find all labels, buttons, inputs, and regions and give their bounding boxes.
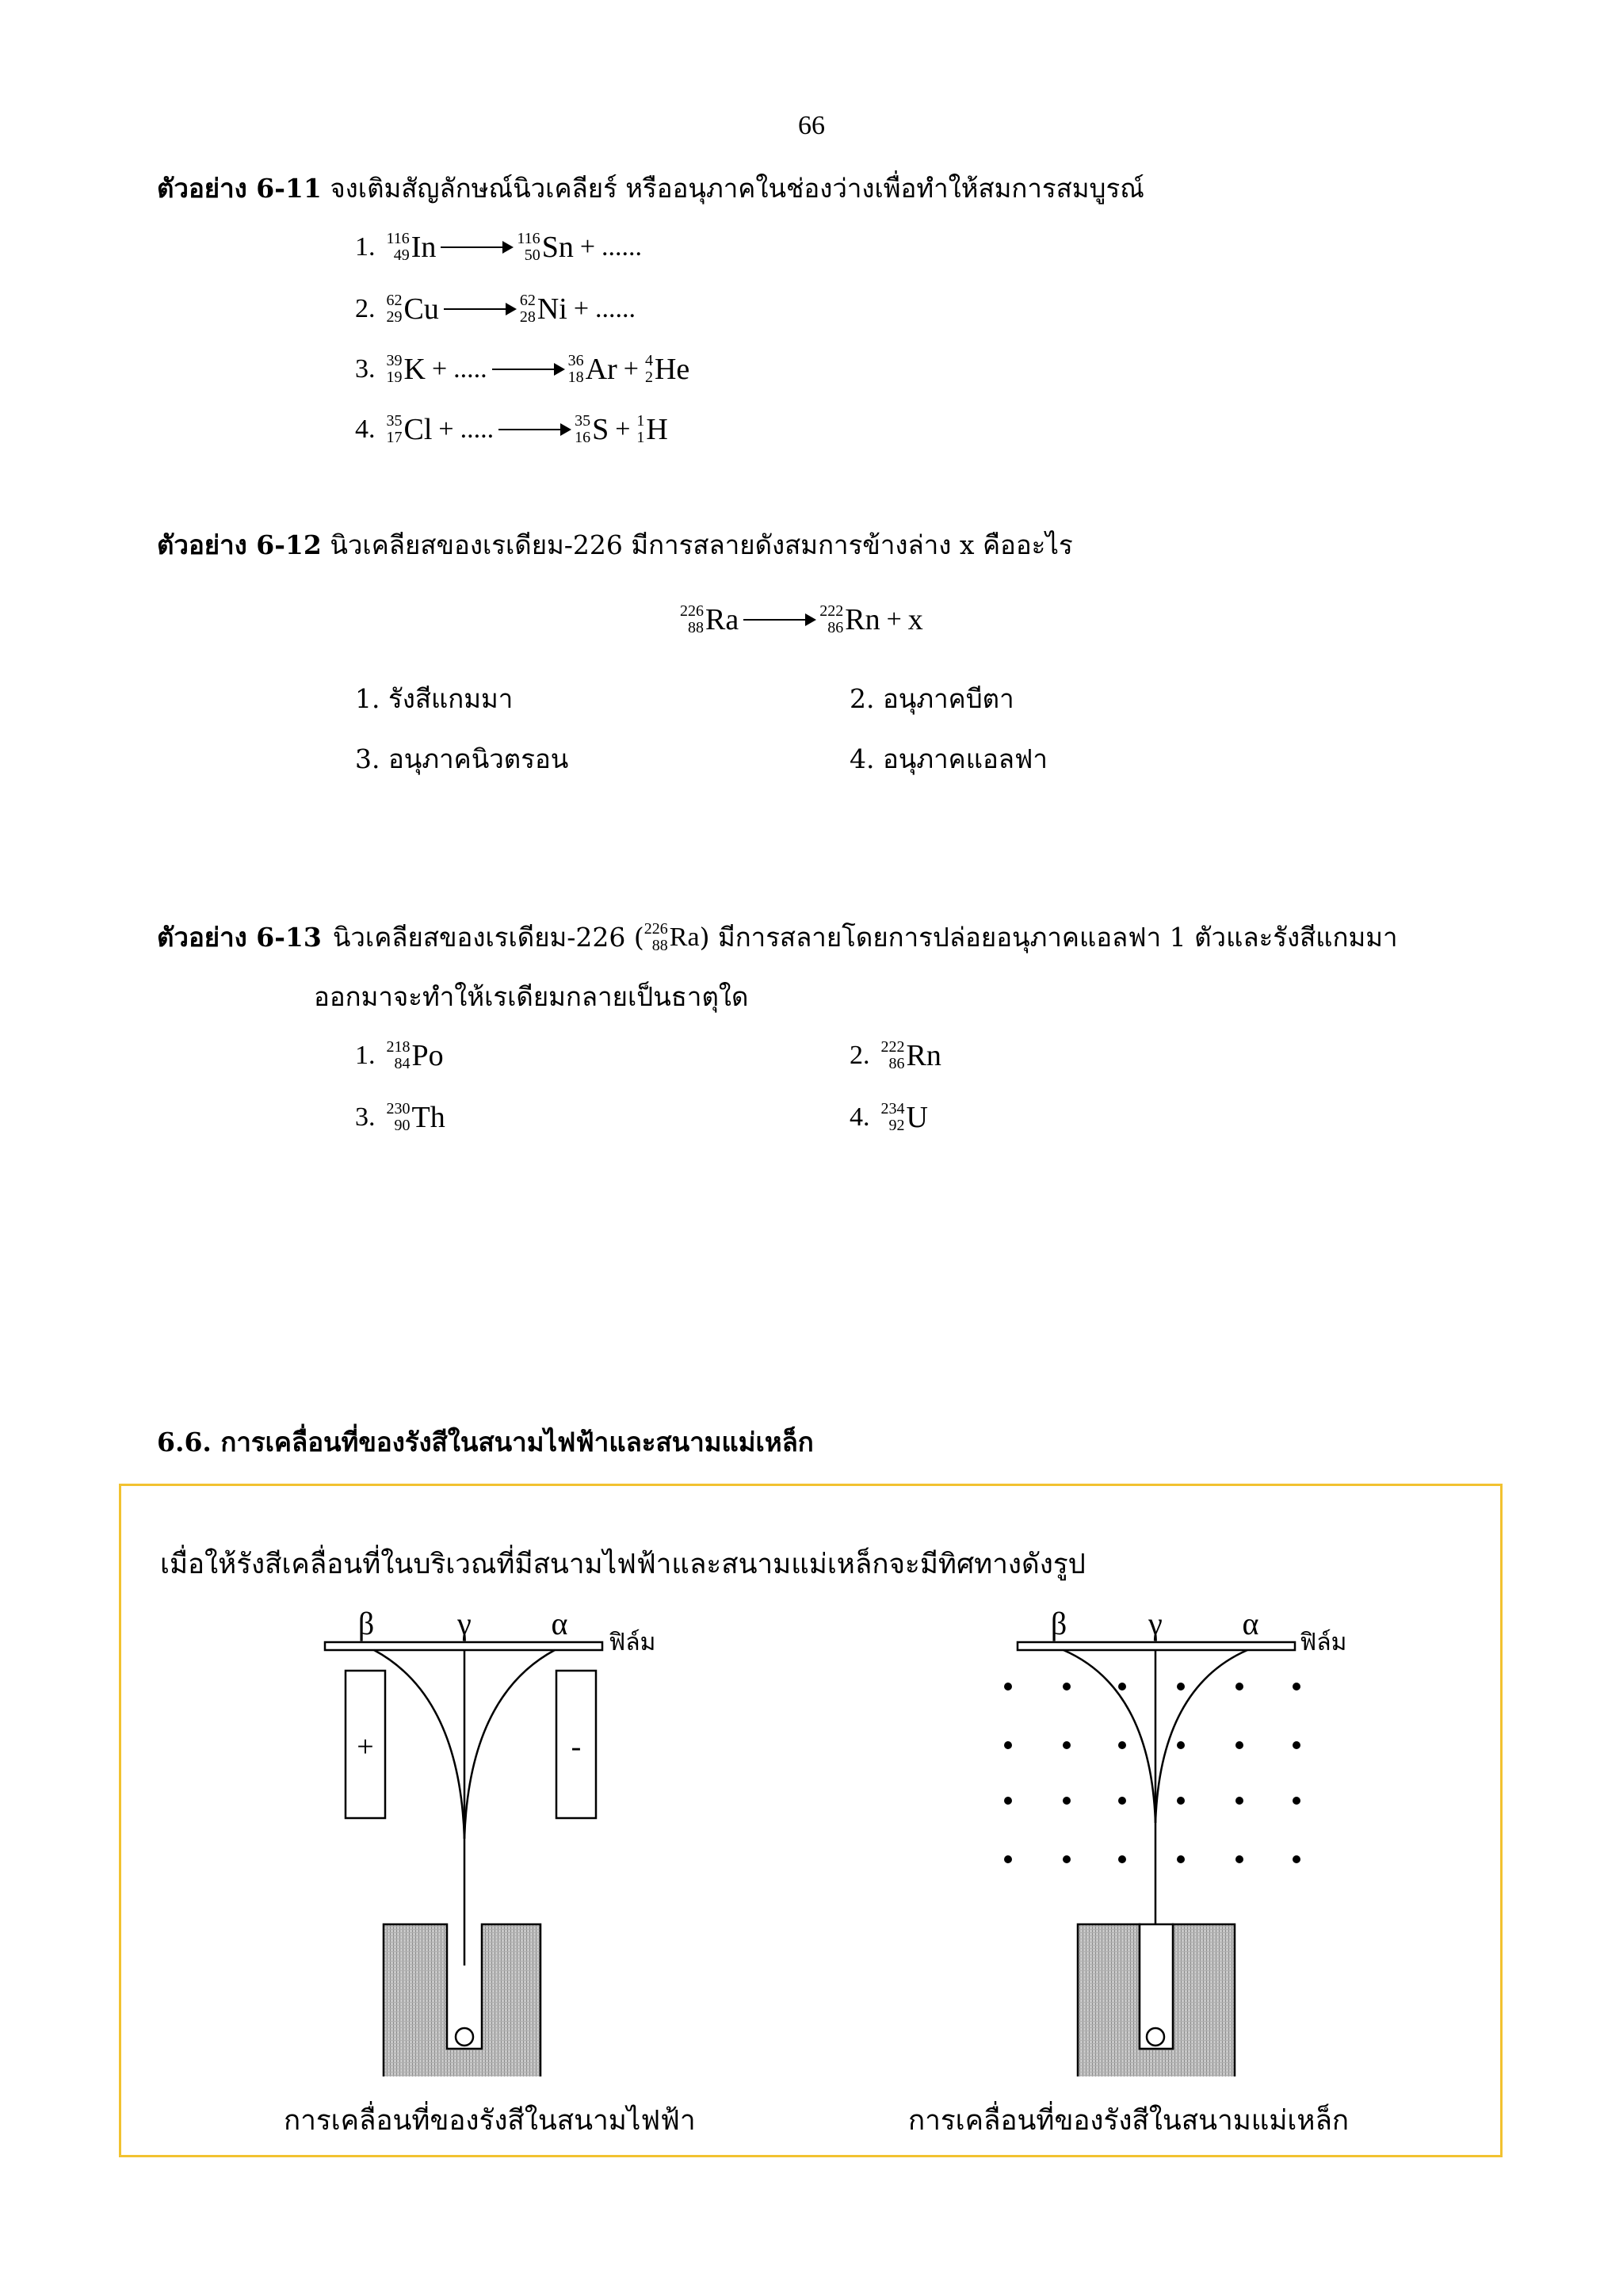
mass-number: 62 bbox=[386, 292, 403, 309]
field-dot bbox=[1118, 1855, 1126, 1863]
equation-2 bbox=[355, 292, 636, 327]
atomic-number: 28 bbox=[519, 308, 536, 326]
example-6-13-heading bbox=[157, 921, 1398, 954]
mass-number: 116 bbox=[517, 230, 540, 247]
plus-label: + bbox=[357, 1730, 374, 1763]
field-dot bbox=[1004, 1797, 1012, 1805]
element-symbol: Rn bbox=[906, 1039, 941, 1072]
element-symbol: Ra bbox=[705, 603, 739, 636]
figure-intro: เมื่อให้รังสีเคลื่อนที่ในบริเวณที่มีสนามไฟฟ้าและสนามแม่เหล็กจะมีทิศทางดังรูป bbox=[160, 1549, 1086, 1580]
element-symbol: Ar bbox=[585, 353, 617, 386]
element-symbol: Cu bbox=[403, 292, 439, 326]
blank: ...... bbox=[601, 232, 643, 262]
mass-number: 1 bbox=[636, 412, 645, 430]
atomic-number: 88 bbox=[651, 937, 668, 954]
item-number: 4. bbox=[850, 1102, 870, 1132]
atomic-number: 2 bbox=[644, 369, 653, 386]
element-symbol: Rn bbox=[845, 603, 880, 636]
option-4: 4. อนุภาคแอลฟา bbox=[850, 743, 1048, 774]
mass-number: 35 bbox=[386, 412, 403, 430]
element-symbol: Th bbox=[411, 1101, 445, 1134]
element-symbol: Ni bbox=[537, 292, 567, 326]
alpha-ray-path bbox=[464, 1650, 555, 1839]
element-symbol: U bbox=[906, 1101, 928, 1134]
plus-sign: + bbox=[438, 415, 454, 444]
reaction-arrow bbox=[444, 308, 515, 310]
atomic-number: 50 bbox=[524, 246, 540, 264]
field-dot bbox=[1177, 1855, 1185, 1863]
example-label: ตัวอย่าง 6-13 bbox=[157, 922, 322, 953]
field-dot bbox=[1004, 1683, 1012, 1690]
example-text: นิวเคลียสของเรเดียม-226 มีการสลายดังสมการข้างล่าง x คืออะไร bbox=[330, 529, 1073, 560]
nuclide bbox=[387, 1100, 445, 1135]
equation-4 bbox=[355, 412, 668, 447]
field-dot bbox=[1293, 1797, 1300, 1805]
element-symbol: Cl bbox=[403, 413, 433, 446]
plus-sign: + bbox=[573, 294, 590, 323]
example-6-12-heading bbox=[157, 529, 1073, 561]
blank: ...... bbox=[595, 294, 636, 323]
field-dot bbox=[1235, 1855, 1243, 1863]
element-symbol: Ra bbox=[669, 923, 700, 952]
element-symbol: K bbox=[403, 353, 426, 386]
beta-ray-path bbox=[1064, 1650, 1155, 1823]
item-number: 3. bbox=[355, 1102, 376, 1132]
atomic-number: 86 bbox=[827, 619, 844, 636]
element-symbol: In bbox=[411, 231, 437, 264]
radioactive-source bbox=[1147, 2028, 1164, 2046]
gamma-label: γ bbox=[1148, 1606, 1163, 1641]
element-symbol: Po bbox=[411, 1039, 444, 1072]
film-strip bbox=[325, 1642, 602, 1650]
field-dot bbox=[1177, 1797, 1185, 1805]
plus-sign: + bbox=[615, 415, 631, 444]
electric-field-diagram bbox=[301, 1601, 697, 2076]
atomic-number: 17 bbox=[386, 429, 403, 446]
unknown-x: x bbox=[907, 603, 923, 636]
atomic-number: 49 bbox=[393, 246, 410, 264]
reaction-arrow bbox=[498, 429, 570, 430]
mass-number: 234 bbox=[880, 1100, 905, 1117]
mass-number: 35 bbox=[575, 412, 591, 430]
field-dot bbox=[1293, 1683, 1300, 1690]
item-number: 3. bbox=[355, 354, 376, 384]
nuclide bbox=[387, 1038, 444, 1073]
item-number: 4. bbox=[355, 415, 376, 444]
option-3: 3. อนุภาคนิวตรอน bbox=[355, 743, 569, 774]
plus-sign: + bbox=[886, 605, 902, 634]
plus-sign: + bbox=[579, 232, 596, 262]
nuclide-rn bbox=[819, 602, 880, 637]
option-2: 2. อนุภาคบีตา bbox=[850, 683, 1014, 714]
nuclide bbox=[568, 352, 617, 387]
mass-number: 230 bbox=[386, 1100, 411, 1117]
nuclide bbox=[520, 292, 567, 327]
atomic-number: 16 bbox=[575, 429, 591, 446]
field-dot bbox=[1004, 1855, 1012, 1863]
plus-sign: + bbox=[431, 354, 448, 384]
element-symbol: He bbox=[654, 353, 690, 386]
nuclide bbox=[387, 292, 439, 327]
nuclide bbox=[575, 412, 609, 447]
beta-ray-path bbox=[374, 1650, 464, 1839]
mass-number: 218 bbox=[386, 1038, 411, 1056]
radioactive-source bbox=[456, 2028, 473, 2046]
nuclide bbox=[636, 412, 667, 447]
example-text: นิวเคลียสของเรเดียม-226 ( bbox=[332, 922, 644, 953]
atomic-number: 1 bbox=[636, 429, 645, 446]
option-2 bbox=[850, 1038, 941, 1073]
page-number: 66 bbox=[798, 111, 825, 140]
atomic-number: 86 bbox=[888, 1055, 905, 1072]
reaction-arrow bbox=[743, 619, 815, 621]
nuclide bbox=[645, 352, 689, 387]
nuclide bbox=[881, 1038, 941, 1073]
field-dot bbox=[1235, 1683, 1243, 1690]
field-dot bbox=[1293, 1855, 1300, 1863]
nuclide bbox=[387, 412, 433, 447]
element-symbol: H bbox=[646, 413, 668, 446]
reaction-arrow bbox=[492, 369, 563, 370]
field-dot bbox=[1177, 1741, 1185, 1749]
mass-number: 222 bbox=[819, 602, 844, 620]
option-4 bbox=[850, 1100, 928, 1135]
atomic-number: 29 bbox=[386, 308, 403, 326]
alpha-label: α bbox=[551, 1606, 568, 1641]
mass-number: 226 bbox=[643, 920, 668, 938]
mass-number: 39 bbox=[386, 352, 403, 369]
blank: ..... bbox=[460, 415, 495, 444]
item-number: 1. bbox=[355, 232, 376, 262]
field-dot bbox=[1063, 1855, 1071, 1863]
option-3 bbox=[355, 1100, 445, 1135]
option-1 bbox=[355, 1038, 444, 1073]
atomic-number: 88 bbox=[688, 619, 704, 636]
element-symbol: Sn bbox=[541, 231, 574, 264]
lead-block bbox=[384, 1924, 540, 2076]
mass-number: 116 bbox=[386, 230, 410, 247]
field-dot bbox=[1235, 1797, 1243, 1805]
nuclide bbox=[387, 352, 426, 387]
alpha-ray-path bbox=[1155, 1650, 1247, 1823]
mass-number: 4 bbox=[644, 352, 653, 369]
example-6-11-heading bbox=[157, 173, 1144, 204]
atomic-number: 84 bbox=[394, 1055, 411, 1072]
reaction-arrow bbox=[441, 246, 512, 248]
field-dot bbox=[1118, 1741, 1126, 1749]
magnetic-field-diagram bbox=[997, 1601, 1393, 2076]
atomic-number: 90 bbox=[394, 1117, 411, 1134]
film-label: ฟิล์ม bbox=[609, 1629, 656, 1656]
equation-1 bbox=[355, 230, 642, 265]
mass-number: 62 bbox=[519, 292, 536, 309]
film-label: ฟิล์ม bbox=[1300, 1629, 1347, 1656]
item-number: 2. bbox=[850, 1041, 870, 1070]
field-dot bbox=[1293, 1741, 1300, 1749]
item-number: 1. bbox=[355, 1041, 376, 1070]
beta-label: β bbox=[1050, 1606, 1067, 1641]
field-dot bbox=[1063, 1797, 1071, 1805]
alpha-label: α bbox=[1242, 1606, 1259, 1641]
mass-number: 226 bbox=[680, 602, 704, 620]
film-strip bbox=[1018, 1642, 1295, 1650]
section-title: 6.6. การเคลื่อนที่ของรังสีในสนามไฟฟ้าและสนามแม่เหล็ก bbox=[157, 1427, 814, 1457]
mass-number: 36 bbox=[567, 352, 584, 369]
minus-label: - bbox=[571, 1730, 582, 1763]
example-6-13-continuation: ออกมาจะทำให้เรเดียมกลายเป็นธาตุใด bbox=[314, 981, 749, 1012]
example-text: ) มีการสลายโดยการปล่อยอนุภาคแอลฟา 1 ตัวและรังสีแกมมา bbox=[699, 922, 1398, 953]
example-label: ตัวอย่าง 6-11 bbox=[157, 173, 322, 204]
field-dot bbox=[1177, 1683, 1185, 1690]
example-text: จงเติมสัญลักษณ์นิวเคลียร์ หรืออนุภาคในช่องว่างเพื่อทำให้สมการสมบูรณ์ bbox=[330, 173, 1144, 204]
field-dot bbox=[1063, 1683, 1071, 1690]
beta-label: β bbox=[357, 1606, 375, 1641]
gamma-label: γ bbox=[457, 1606, 472, 1641]
option-1: 1. รังสีแกมมา bbox=[355, 683, 514, 714]
item-number: 2. bbox=[355, 294, 376, 323]
magnetic-field-dots bbox=[1004, 1683, 1300, 1863]
nuclide-ra bbox=[680, 602, 739, 637]
field-dot bbox=[1235, 1741, 1243, 1749]
atomic-number: 19 bbox=[386, 369, 403, 386]
field-dot bbox=[1004, 1741, 1012, 1749]
blank: ..... bbox=[453, 354, 487, 384]
field-dot bbox=[1063, 1741, 1071, 1749]
example-label: ตัวอย่าง 6-12 bbox=[157, 529, 322, 560]
nuclide-ra bbox=[644, 921, 700, 954]
caption-magnetic-field: การเคลื่อนที่ของรังสีในสนามแม่เหล็ก bbox=[908, 2105, 1350, 2137]
nuclide bbox=[881, 1100, 928, 1135]
equation-3 bbox=[355, 352, 689, 387]
mass-number: 222 bbox=[880, 1038, 905, 1056]
caption-electric-field: การเคลื่อนที่ของรังสีในสนามไฟฟ้า bbox=[284, 2105, 696, 2137]
nuclide bbox=[517, 230, 573, 265]
decay-equation bbox=[680, 602, 923, 637]
field-dot bbox=[1118, 1797, 1126, 1805]
nuclide bbox=[387, 230, 437, 265]
element-symbol: S bbox=[592, 413, 609, 446]
plus-sign: + bbox=[623, 354, 639, 384]
field-dot bbox=[1118, 1683, 1126, 1690]
atomic-number: 92 bbox=[888, 1117, 905, 1134]
atomic-number: 18 bbox=[567, 369, 584, 386]
